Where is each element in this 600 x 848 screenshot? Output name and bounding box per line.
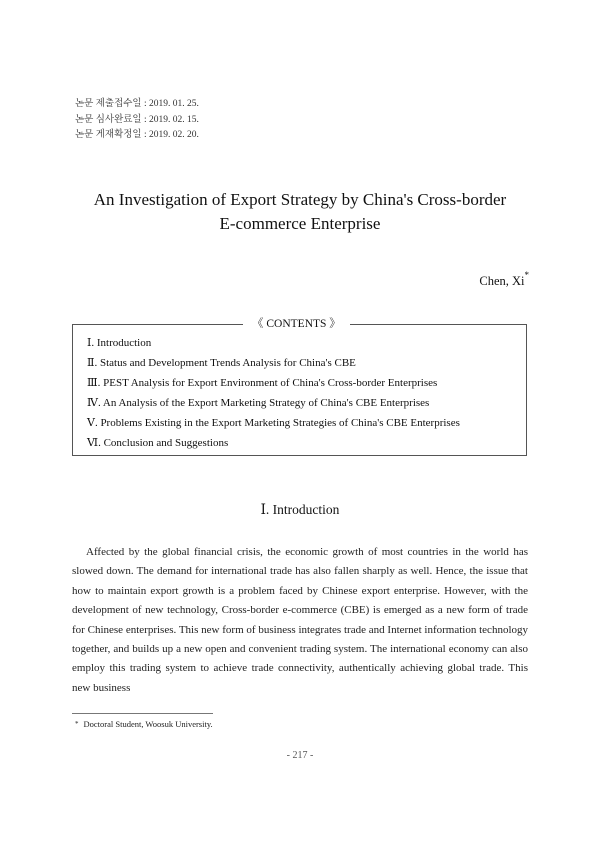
contents-list xyxy=(87,333,460,453)
body-paragraph: Affected by the global financial crisis, the economic growth of most countries in the world has slowed down. The demand for international trade has also fallen sharply as well. Hence, the issue that how to maintain export growth is a problem faced by Chinese export enterprise. However, with the development of new technology, Cross-border e-commerce (CBE) is emerged as a new form of trade for Chinese enterprises. This new form of business integrates trade and Internet information technology together, and builds up a new open and convenient trading system. The international economy can also employ this trading system to achieve trade connectivity, authentically achieving global trade. This new business xyxy=(72,546,528,694)
paper-title xyxy=(0,188,600,236)
footnote xyxy=(75,719,213,729)
contents-item: Ⅴ. Problems Existing in the Export Marketing Strategies of China's CBE Enterprises xyxy=(87,417,460,429)
submission-date-row: 논문 제출접수일 : 2019. 01. 25. xyxy=(75,99,199,109)
submission-value: 2019. 01. 25. xyxy=(149,99,199,109)
contents-item: Ⅳ. An Analysis of the Export Marketing Strategy of China's CBE Enterprises xyxy=(87,397,430,409)
author xyxy=(479,272,529,289)
footnote-mark: * xyxy=(75,720,79,728)
footnote-text: Doctoral Student, Woosuk University. xyxy=(83,719,213,729)
section-heading: Ⅰ. Introduction xyxy=(260,502,340,517)
review-date-row: 논문 심사완료일 : 2019. 02. 15. xyxy=(75,114,199,125)
contents-item: Ⅵ. Conclusion and Suggestions xyxy=(87,437,229,449)
author-name: Chen, Xi xyxy=(479,274,525,289)
acceptance-label: 논문 게재확정일 xyxy=(75,130,142,140)
review-label: 논문 심사완료일 xyxy=(75,114,142,125)
submission-info xyxy=(75,97,199,144)
title-line-2: E-commerce Enterprise xyxy=(219,214,381,233)
contents-item: Ⅰ. Introduction xyxy=(87,337,152,349)
title-line-1: An Investigation of Export Strategy by China's Cross-border xyxy=(93,190,507,209)
author-footnote-mark: * xyxy=(524,270,529,280)
footnote-divider xyxy=(72,713,213,714)
page-number: - 217 - xyxy=(286,750,314,761)
acceptance-date-row: 논문 게재확정일 : 2019. 02. 20. xyxy=(75,130,199,140)
contents-item: Ⅲ. PEST Analysis for Export Environment of China's Cross-border Enterprises xyxy=(87,377,438,389)
acceptance-value: 2019. 02. 20. xyxy=(149,130,199,140)
contents-label: 《 CONTENTS 》 xyxy=(243,316,350,332)
contents-item: Ⅱ. Status and Development Trends Analysis for China's CBE xyxy=(87,357,356,369)
submission-label: 논문 제출접수일 xyxy=(75,99,142,109)
review-value: 2019. 02. 15. xyxy=(149,114,199,125)
